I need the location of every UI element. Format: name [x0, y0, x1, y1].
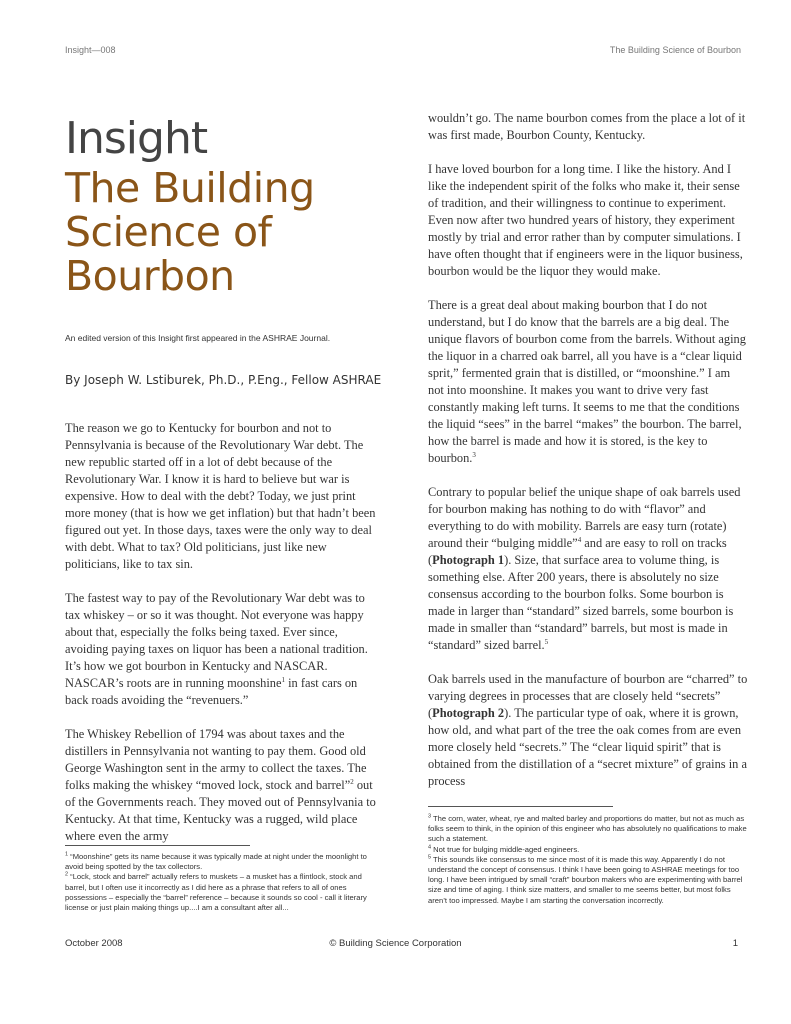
title-block: [65, 114, 385, 298]
footnote-divider: [65, 845, 250, 846]
paragraph-charred-barrels: Oak barrels used in the manufacture of bourbon are “charred” to varying degrees in processes that are closely held “secrets” (Photograph 2). The particular type of oak, where it is grown, how old, and what part of the tree the oak comes from are even more closely held “secrets.” The “clear liquid spirit” that is obtained from the distillation of a “secret mixture” of grains in a process: [428, 672, 748, 788]
footnote-divider: [428, 806, 613, 807]
footnote-ref: 2: [350, 777, 354, 786]
right-column: [428, 110, 748, 807]
paragraph-whiskey-rebellion: The Whiskey Rebellion of 1794 was about taxes and the distillers in Pennsylvania not wanting to pay them. Good old George Washington sent in the army to collect the taxes. The folks making the whiskey “moved lock, stock and barrel”$^2$ out of the Governments reach. They moved out of Pennsylvania to Kentucky. At that time, Kentucky was a rugged, wild place where even the army: [65, 727, 376, 843]
footnotes-left: [65, 852, 383, 913]
paragraph-bourbon-name: wouldn’t go. The name bourbon comes from the place a lot of it was first made, Bourbon County, Kentucky.: [428, 111, 746, 142]
footnote-5: $^5$ This sounds like consensus to me since most of it is made this way. Apparently I do not understand the concept of consensus. I think I have been going to ASHRAE meetings for too long. I have been intrigued by small “craft” bourbon makers who are experimenting with barrel size and time of aging. I think size matters, and smaller to me seems better, but most folks aren’t too impressed. Maybe I am starting the conversation incorrectly.: [428, 854, 743, 905]
footnote-ref: 4: [577, 535, 582, 544]
photo-reference: Photograph 2: [432, 706, 505, 720]
author-byline: By Joseph W. Lstiburek, Ph.D., P.Eng., Fellow ASHRAE: [65, 373, 382, 387]
paragraph-love-of-bourbon: I have loved bourbon for a long time. I like the history. And I like the independent spirit of the folks who make it, their sense of tradition, and their willingness to continue to experiment. Even now after two hundred years of history, they experiment mostly by trial and error rather than by computer simulations. I have often thought that if engineers were in the liquor business, bourbon would be the liquor they would make.: [428, 162, 743, 278]
footnote-4: $^4$ Not true for bulging middle-aged engineers.: [428, 844, 580, 854]
publication-note: An edited version of this Insight first appeared in the ASHRAE Journal.: [65, 333, 331, 343]
footnote-ref: 3: [472, 450, 476, 459]
footnote-1: $^1$ “Moonshine” gets its name because it was typically made at night under the moonlight to avoid being spotted by the tax collectors.: [65, 851, 367, 872]
footnotes-right: [428, 814, 750, 906]
paragraph-barrels: There is a great deal about making bourbon that I do not understand, but I do know that the barrels are a big deal. The unique flavors of bourbon come from the barrels. Without aging the liquor in a charred oak barrel, all you have is a “clear liquid sprit,” fermented grain that is distilled, or “moonshine.” I am not into moonshine. It makes you want to drive very fast constantly making left turns. It seems to me that the conditions the liquid “sees” in the barrel “makes” the bourbon. The barrel, how the barrel is made and how it is stored, is the key to bourbon.$^3$: [428, 298, 746, 465]
footnote-3: $^3$ The corn, water, wheat, rye and malted barley and proportions do matter, but not as much as folks seem to think, in the opinion of this engineer who has absolutely no qualifications to make such a statement.: [428, 813, 747, 844]
page-title-line-3: Bourbon: [65, 252, 235, 300]
paragraph-whiskey-tax: The fastest way to pay of the Revolutionary War debt was to tax whiskey – or so it was thought. Not everyone was happy about that, especially the folks being taxed. Ever since, avoiding paying taxes on liquor has been a national tradition. It’s how we got bourbon in Kentucky and NASCAR. NASCAR’s roots are in running moonshine$^1$ in fast cars on back roads avoiding the “revenuers.”: [65, 591, 368, 707]
footnote-ref: 1: [281, 675, 285, 684]
footer-copyright: © Building Science Corporation: [329, 938, 462, 949]
footnote-ref: 5: [544, 637, 549, 646]
page-title-line-1: The Building: [65, 164, 315, 212]
series-title: Insight: [65, 113, 208, 164]
left-column: [65, 420, 383, 862]
page-title: [65, 166, 385, 298]
photo-reference: Photograph 1: [432, 553, 505, 567]
paragraph-revolutionary-debt: The reason we go to Kentucky for bourbon and not to Pennsylvania is because of the Revolutionary War debt. The new republic started off in a lot of debt because of the Revolutionary War. I know it is hard to believe but war is expensive. How to deal with the debt? Today, we just print more money (that is how we get inflation) but that hadn’t been figured out yet. In those days, taxes were the only way to deal with debt. What to tax? Old politicians, just like new politicians, like to tax sin.: [65, 421, 376, 571]
page-title-line-2: Science of: [65, 208, 272, 256]
page-number: 1: [732, 938, 738, 949]
running-head-left: Insight—008: [65, 45, 116, 55]
footnote-2: $^2$ “Lock, stock and barrel” actually refers to muskets – a musket has a flintlock, stock and barrel, but I often use it incorrectly as I did here as a phrase that refers to all of ones possessions – especially the “barrel” reference – because it sounds so cool - call it literary license or just plain making things up....I am a consultant after all...: [65, 871, 367, 913]
paragraph-barrel-shape: Contrary to popular belief the unique shape of oak barrels used for bourbon making has nothing to do with “flavor” and everything to do with mobility. Barrels are easy turn (rotate) around their “bulging middle”$^4$ and are easy to roll on tracks (Photograph 1). Size, that surface area to volume thing, is something else. After 200 years, there is absolutely no size consensus according to the bourbon folks. Some bourbon is made in larger than “standard” sized barrels, some bourbon is made in smaller than “standard” barrels, but most is made in “standard” sized barrel.$^5$: [428, 485, 741, 652]
footer-date: October 2008: [65, 938, 123, 949]
running-head-right: The Building Science of Bourbon: [609, 45, 741, 55]
